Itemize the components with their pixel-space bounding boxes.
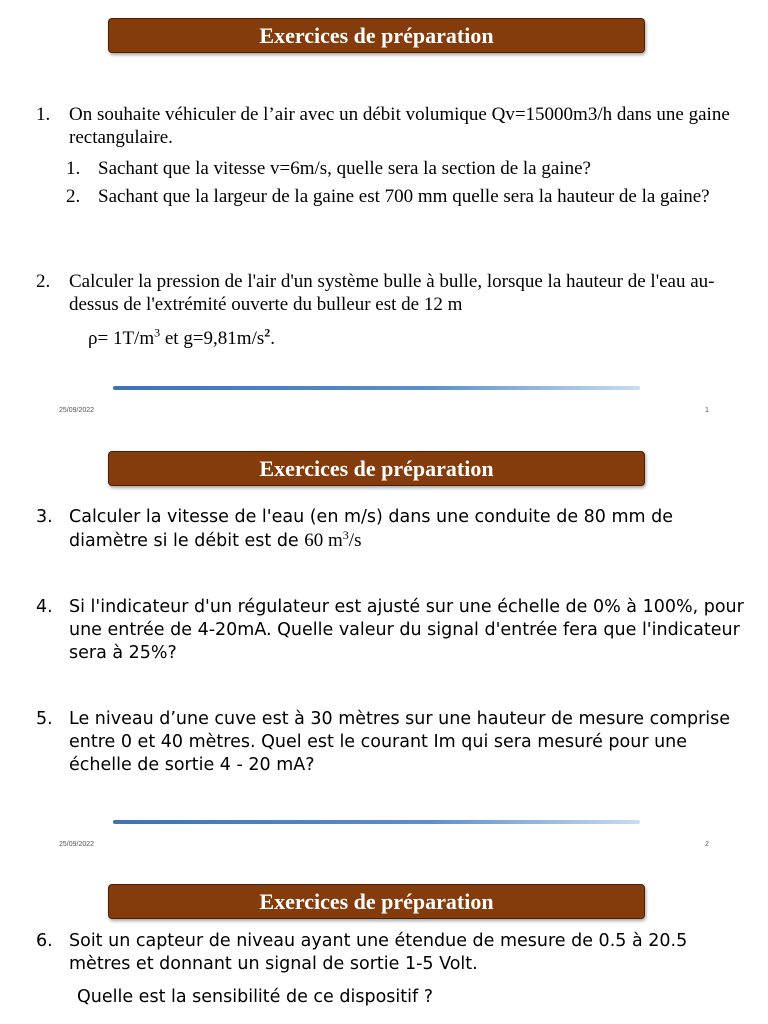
slide-1-divider (113, 386, 640, 390)
exercise-6-text: Soit un capteur de niveau ayant une étendue de mesure de 0.5 à 20.5 mètres et donnant un signal de sortie 1-5 Volt. (69, 931, 688, 974)
exercise-2-text: Calculer la pression de l'air d'un système bulle à bulle, lorsque la hauteur de l'eau au-dessus de l'extrémité ouverte du bulleur est de 12 m (69, 271, 715, 315)
formula-exponent-1: 3 (154, 325, 161, 340)
exercise-2-formula (88, 325, 276, 350)
slide-2-date: 25/09/2022 (59, 841, 95, 848)
exercise-3-exponent: 3 (342, 528, 349, 543)
exercise-4-number: 4. (36, 597, 53, 617)
exercise-3-flow-value: 60 m (304, 530, 343, 551)
exercise-6 (36, 930, 746, 976)
exercise-5-number: 5. (36, 709, 53, 729)
exercise-6-number: 6. (36, 931, 53, 951)
exercise-1-sub-1 (66, 158, 746, 181)
slide-1-title: Exercices de préparation (259, 22, 494, 48)
formula-exponent-2: 2 (264, 325, 271, 340)
exercise-1-number: 1. (36, 104, 51, 125)
exercise-1-sub-2-text: Sachant que la largeur de la gaine est 700 mm quelle sera la hauteur de la gaine? (98, 186, 710, 207)
exercise-4-text: Si l'indicateur d'un régulateur est ajusté sur une échelle de 0% à 100%, pour une entrée de 4-20mA. Quelle valeur du signal d'entrée fera que l'indicateur sera à 25%? (69, 597, 744, 663)
exercise-5-text: Le niveau d’une cuve est à 30 mètres sur une hauteur de mesure comprise entre 0 et 40 mètres. Quel est le courant Im qui sera mesuré pour une échelle de sortie 4 - 20 mA? (69, 709, 731, 775)
slide-1-date: 25/09/2022 (59, 407, 95, 414)
slide-3-title: Exercices de préparation (259, 888, 494, 914)
exercise-5 (36, 708, 746, 777)
exercise-1-sub-1-text: Sachant que la vitesse v=6m/s, quelle sera la section de la gaine? (98, 158, 591, 179)
exercise-1-sub-2 (66, 186, 746, 209)
slide-1-title-bar (108, 18, 645, 53)
formula-gravity: et g=9,81m/s (160, 328, 265, 349)
exercise-3-unit: /s (348, 530, 362, 551)
formula-end: . (270, 328, 276, 349)
exercise-3 (36, 506, 746, 553)
exercise-2-number: 2. (36, 271, 51, 292)
exercise-2 (36, 271, 746, 316)
slide-1-page-number: 1 (705, 407, 709, 414)
exercise-4 (36, 596, 746, 665)
formula-rho: ρ= 1T/m (88, 328, 155, 349)
slide-2-title: Exercices de préparation (259, 455, 494, 481)
exercise-1-sub-2-number: 2. (66, 186, 81, 207)
exercise-1 (36, 104, 746, 149)
slide-3-title-bar (108, 884, 645, 919)
exercise-3-text (69, 506, 746, 553)
slide-2-page-number: 2 (705, 841, 709, 848)
exercise-6-question: Quelle est la sensibilité de ce dispositif ? (77, 987, 433, 1007)
exercise-3-number: 3. (36, 507, 53, 527)
exercise-3-text-a: Calculer la vitesse de l'eau (en m/s) dans une conduite de 80 mm de diamètre si le débit est de (69, 507, 674, 551)
exercise-1-text: On souhaite véhiculer de l’air avec un débit volumique Qv=15000m3/h dans une gaine rectangulaire. (69, 104, 730, 148)
exercise-1-sub-1-number: 1. (66, 158, 81, 179)
slide-2-title-bar (108, 451, 645, 486)
slide-2-divider (113, 820, 640, 824)
